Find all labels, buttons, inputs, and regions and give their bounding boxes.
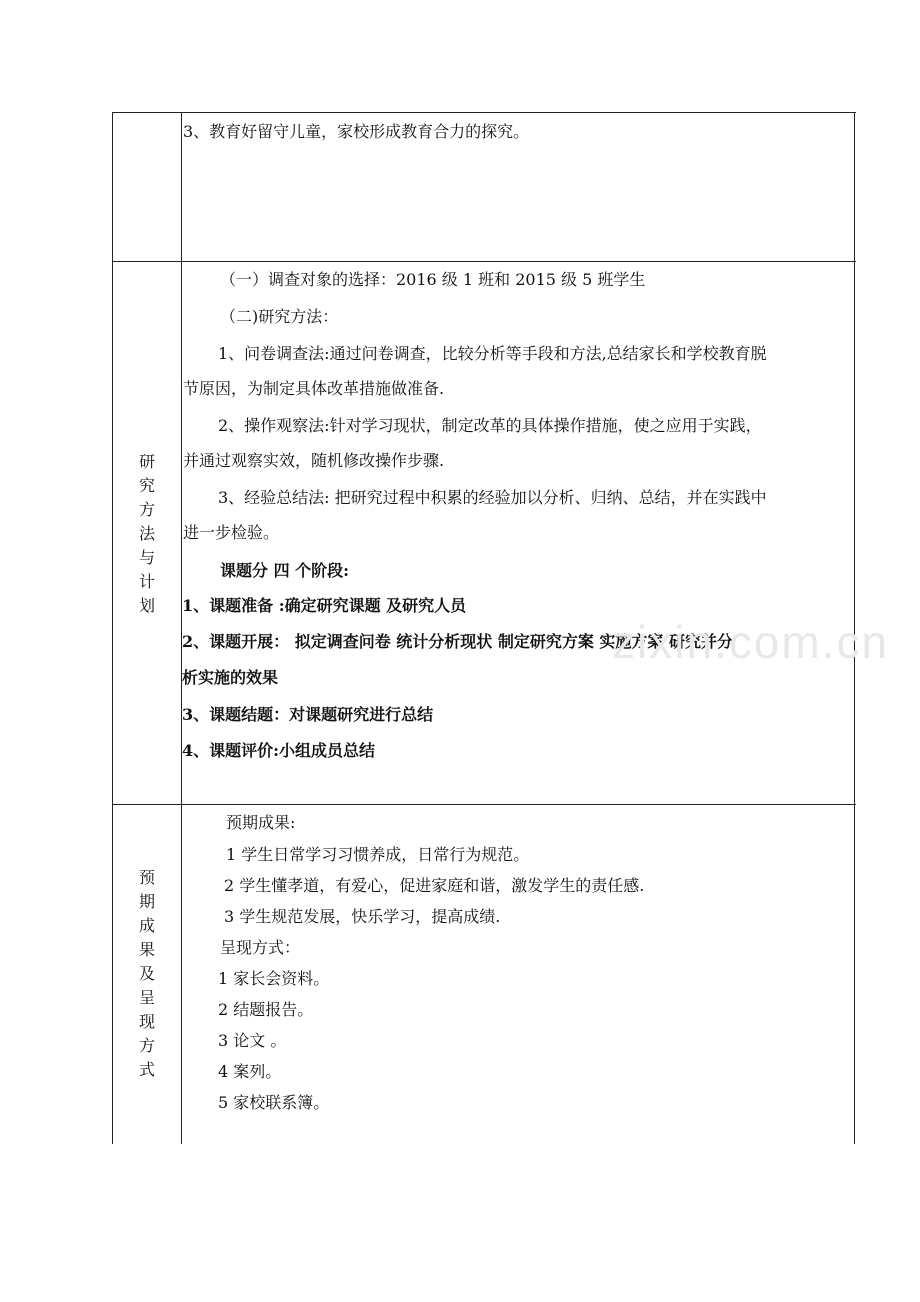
label-char: 计: [138, 572, 155, 591]
expected-results-label: [113, 866, 181, 1082]
presentation-item: 4 案列。: [218, 1062, 282, 1081]
label-char: 究: [138, 476, 155, 495]
label-char: 预: [138, 868, 155, 887]
stage-item: 1、课题准备 :确定研究课题 及研究人员: [182, 596, 467, 615]
result-item: 2 学生懂孝道，有爱心，促进家庭和谐，激发学生的责任感.: [224, 876, 645, 895]
row-divider-2: [112, 804, 856, 805]
method-line: 进一步检验。: [183, 523, 280, 542]
presentation-item: 5 家校联系簿。: [218, 1093, 330, 1112]
label-char: 方: [138, 1036, 155, 1055]
label-char: 成: [138, 916, 155, 935]
label-char: 式: [138, 1060, 155, 1079]
research-method-heading: （二)研究方法：: [220, 307, 339, 326]
stage-item: 2、课题开展： 拟定调查问卷 统计分析现状 制定研究方案 实施方案 研究并分: [182, 632, 733, 651]
method-line: 1、问卷调查法:通过问卷调查，比较分析等手段和方法,总结家长和学校教育脱: [218, 344, 767, 363]
label-char: 现: [138, 1012, 155, 1031]
stage-item: 析实施的效果: [182, 668, 279, 687]
presentation-item: 1 家长会资料。: [218, 969, 330, 988]
method-line: 2、操作观察法:针对学习现状，制定改革的具体操作措施，使之应用于实践，: [218, 416, 762, 435]
label-char: 划: [138, 596, 155, 615]
method-line: 节原因，为制定具体改革措施做准备.: [183, 379, 445, 398]
stage-heading: 课题分 四 个阶段:: [220, 561, 350, 580]
result-item: 1 学生日常学习习惯养成，日常行为规范。: [226, 845, 530, 864]
label-char: 与: [138, 548, 155, 567]
survey-object-line: （一）调查对象的选择：2016 级 1 班和 2015 级 5 班学生: [220, 270, 646, 289]
research-method-label: [113, 450, 181, 618]
column-divider: [181, 112, 182, 1144]
presentation-item: 3 论文 。: [218, 1031, 287, 1050]
stage-item: 4、课题评价:小组成员总结: [182, 741, 376, 760]
row-divider-1: [112, 261, 856, 262]
label-char: 方: [138, 500, 155, 519]
label-char: 及: [138, 964, 155, 983]
watermark: zixin.com.cn: [612, 616, 890, 668]
presentation-heading: 呈现方式：: [220, 938, 301, 957]
method-line: 并通过观察实效，随机修改操作步骤.: [183, 451, 445, 470]
label-char: 期: [138, 892, 155, 911]
label-char: 法: [138, 524, 155, 543]
result-item: 3 学生规范发展，快乐学习，提高成绩.: [224, 907, 501, 926]
label-char: 果: [138, 940, 155, 959]
label-char: 呈: [138, 988, 155, 1007]
stage-item: 3、课题结题：对课题研究进行总结: [182, 705, 434, 724]
presentation-item: 2 结题报告。: [218, 1000, 314, 1019]
method-line: 3、经验总结法: 把研究过程中积累的经验加以分析、归纳、总结，并在实践中: [218, 488, 767, 507]
row1-text: 3、教育好留守儿童，家校形成教育合力的探究。: [183, 122, 530, 141]
label-char: 研: [138, 452, 155, 471]
table-top-border: [112, 112, 856, 113]
expected-results-heading: 预期成果:: [226, 813, 296, 832]
